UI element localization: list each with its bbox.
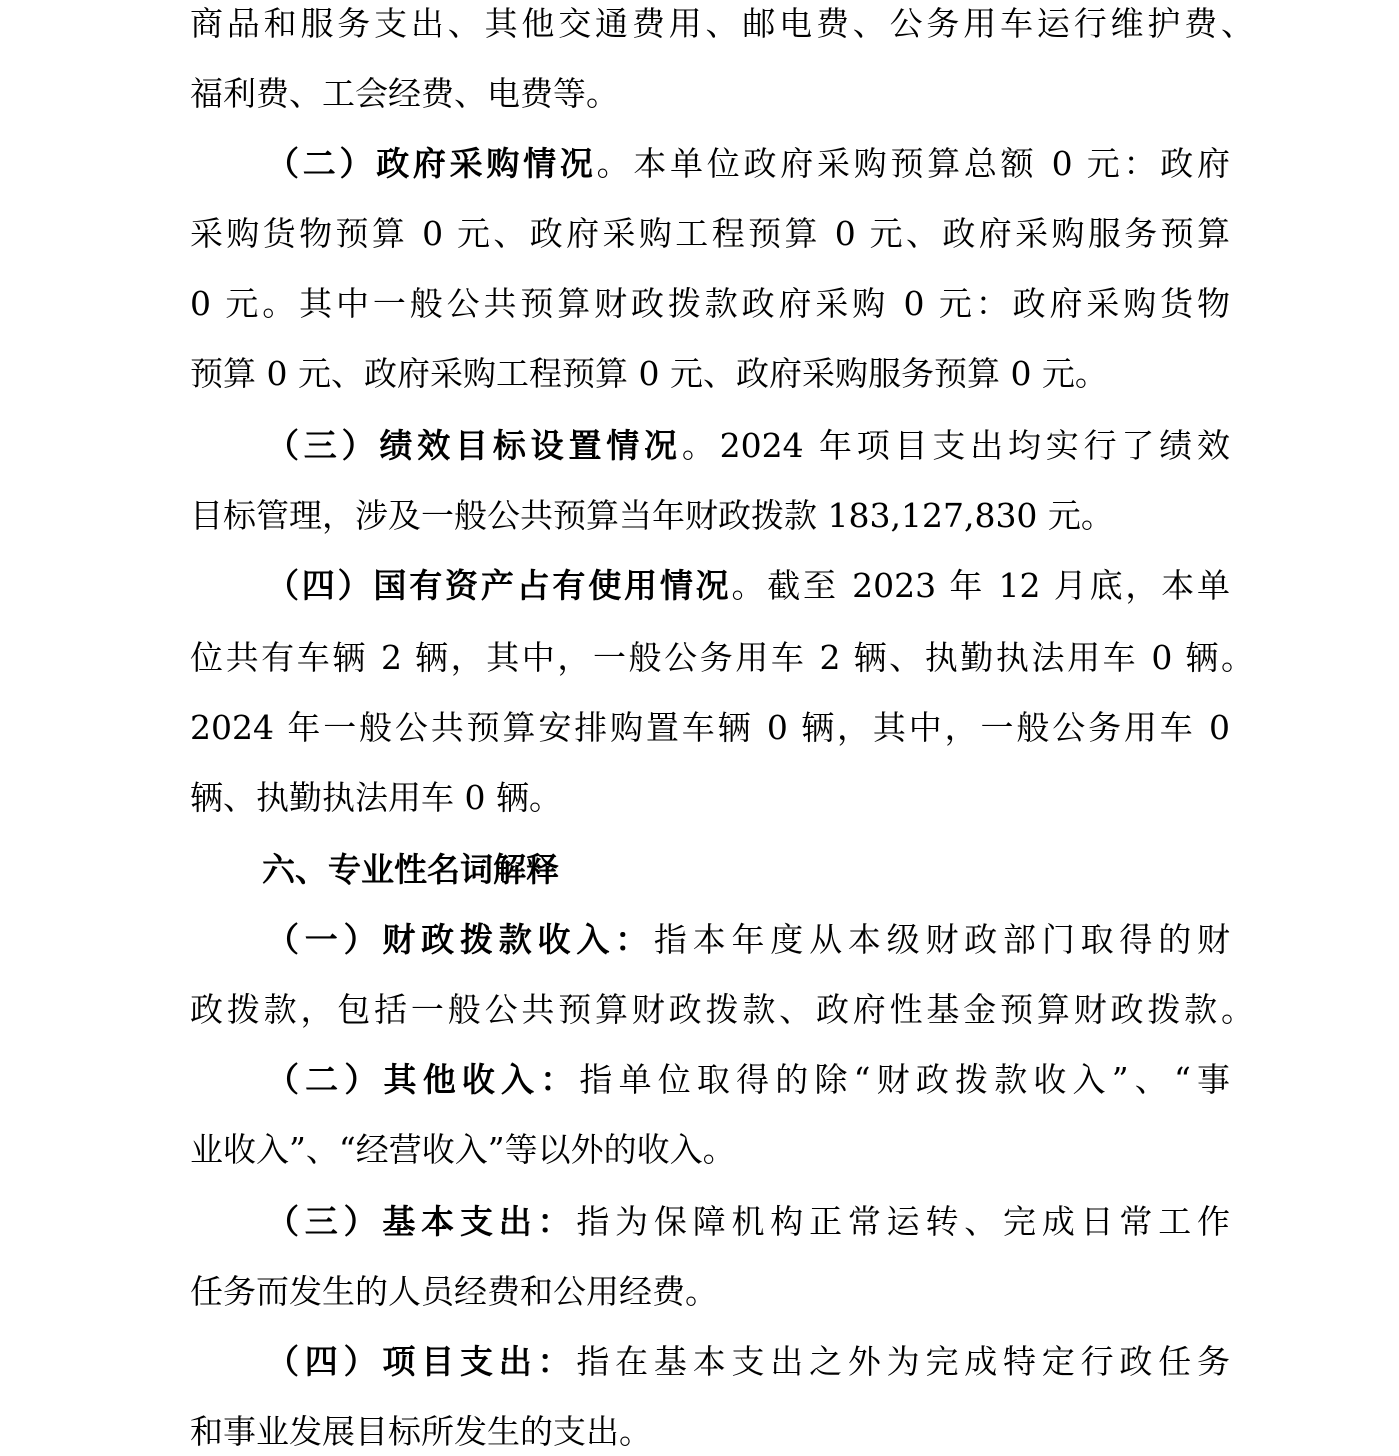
paragraph-text: 指在基本支出之外为完成特定行政任务 — [576, 1342, 1231, 1381]
section-title-procurement: （二）政府采购情况 — [266, 144, 597, 183]
paragraph-text: 指本年度从本级财政部门取得的财 — [653, 920, 1231, 959]
paragraph-text: 指单位取得的除“财政拨款收入”、“事 — [579, 1060, 1230, 1099]
section-heading-terms: 六、专业性名词解释 — [262, 850, 559, 889]
paragraph-line: 目标管理，涉及一般公共预算当年财政拨款 183,127,830 元。 — [190, 496, 1114, 535]
section-assets-line — [266, 564, 1230, 608]
paragraph-line: 2024 年一般公共预算安排购置车辆 0 辆，其中，一般公务用车 0 — [190, 708, 1230, 747]
paragraph-line: 任务而发生的人员经费和公用经费。 — [190, 1272, 718, 1311]
term-other-income-line — [266, 1058, 1230, 1102]
section-performance-line — [266, 424, 1230, 468]
term-title-other-income: （二）其他收入： — [266, 1060, 580, 1099]
term-title-project-expenditure: （四）项目支出： — [266, 1342, 577, 1381]
paragraph-text: 指为保障机构正常运转、完成日常工作 — [576, 1202, 1231, 1241]
paragraph-line: 和事业发展目标所发生的支出。 — [190, 1412, 652, 1451]
paragraph-line: 辆、执勤执法用车 0 辆。 — [190, 778, 562, 817]
section-procurement-line — [266, 142, 1230, 186]
paragraph-line: 商品和服务支出、其他交通费用、邮电费、公务用车运行维护费、 — [190, 4, 1254, 43]
paragraph-text: 。截至 2023 年 12 月底，本单 — [731, 566, 1231, 605]
term-basic-expenditure-line — [266, 1200, 1230, 1244]
section-title-assets: （四）国有资产占有使用情况 — [266, 566, 732, 605]
paragraph-line: 采购货物预算 0 元、政府采购工程预算 0 元、政府采购服务预算 — [190, 214, 1230, 253]
term-title-basic-expenditure: （三）基本支出： — [266, 1202, 577, 1241]
term-title-fiscal-income: （一）财政拨款收入： — [266, 920, 654, 959]
term-project-expenditure-line — [266, 1340, 1230, 1384]
paragraph-text: 。2024 年项目支出均实行了绩效 — [681, 426, 1230, 465]
paragraph-text: 。本单位政府采购预算总额 0 元：政府 — [596, 144, 1231, 183]
paragraph-line: 福利费、工会经费、电费等。 — [190, 74, 619, 113]
paragraph-line: 政拨款，包括一般公共预算财政拨款、政府性基金预算财政拨款。 — [190, 990, 1254, 1029]
section-title-performance: （三）绩效目标设置情况 — [266, 426, 682, 465]
term-fiscal-income-line — [266, 918, 1230, 962]
paragraph-line: 0 元。其中一般公共预算财政拨款政府采购 0 元：政府采购货物 — [190, 284, 1230, 323]
paragraph-line: 位共有车辆 2 辆，其中，一般公务用车 2 辆、执勤执法用车 0 辆。 — [190, 638, 1254, 677]
paragraph-line: 预算 0 元、政府采购工程预算 0 元、政府采购服务预算 0 元。 — [190, 354, 1108, 393]
paragraph-line: 业收入”、“经营收入”等以外的收入。 — [190, 1130, 736, 1169]
